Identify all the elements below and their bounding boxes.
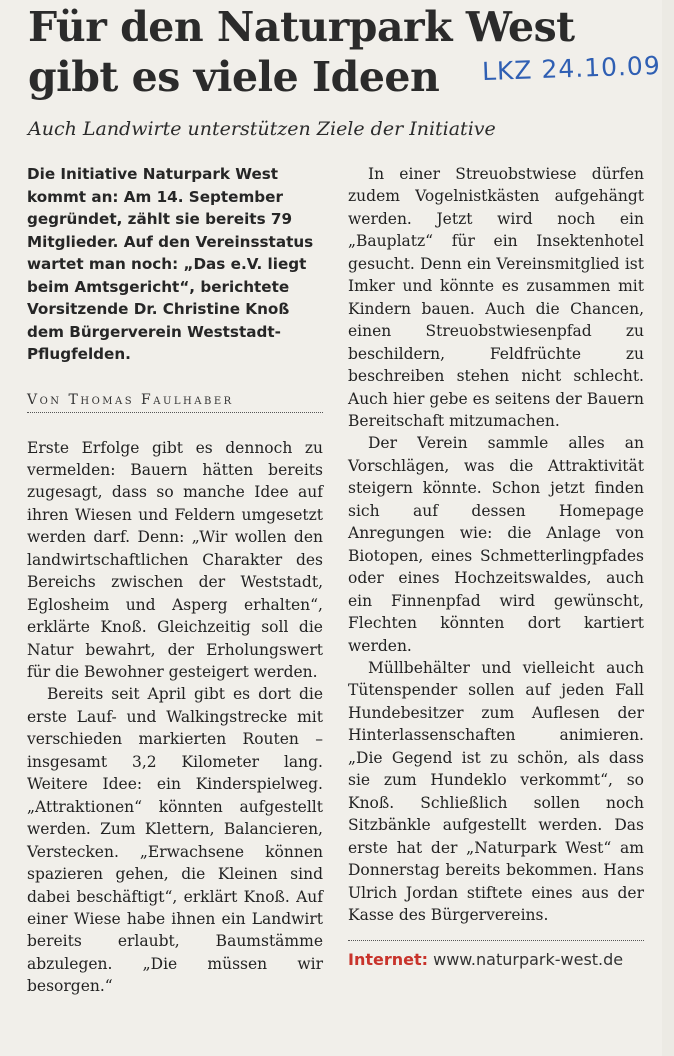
subheadline: Auch Landwirte unterstützen Ziele der Initiative <box>28 118 496 140</box>
body-paragraph: Müllbehälter und vielleicht auch Tütenspender sollen auf jeden Fall Hundebesitzer zum Auflesen der Hinterlassenschaften animieren. „Die Gegend ist zu schön, als dass sie zum Hundeklo verkommt“, so Knoß. Schließlich sollen noch Sitzbänkle aufgestellt werden. Das erste hat der „Naturpark West“ am Donnerstag bereits bekommen. Hans Ulrich Jordan stiftete eines aus der Kasse des Bürgervereins. <box>348 658 644 924</box>
handwritten-date-stamp: LKZ 24.10.09 <box>481 50 662 87</box>
body-paragraph: Bereits seit April gibt es dort die erste Lauf- und Walkingstrecke mit verschieden markierten Routen – insgesamt 3,2 Kilometer lang. Weitere Idee: ein Kinderspielweg. „Attraktionen“ könnten aufgestellt werden. Zum Klettern, Balancieren, Verstecken. „Erwachsene können spazieren gehen, die Kleinen sind dabei beschäftigt“, erklärt Knoß. Auf einer Wiese habe ihnen ein Landwirt bereits erlaubt, Baumstämme abzulegen. „Die müssen wir besorgen.“ <box>27 685 323 996</box>
internet-label: Internet: <box>348 950 429 970</box>
internet-url[interactable]: www.naturpark-west.de <box>433 950 624 970</box>
body-paragraph: In einer Streuobstwiese dürfen zudem Vogelnistkästen aufgehängt werden. Jetzt wird noch ein „Bauplatz“ für ein Insektenhotel gesucht. Denn ein Vereinsmitglied ist Imker und könnte es zusammen mit Kindern bauen. Auch die Chancen, einen Streuobstwiesenpfad zu beschildern, Feldfrüchte zu beschreiben stehen nicht schlecht. Auch hier gebe es seitens der Bauern Bereitschaft mitzumachen. <box>348 165 644 430</box>
body-paragraph: Erste Erfolge gibt es dennoch zu vermelden: Bauern hätten bereits zugesagt, dass so manche Idee auf ihren Wiesen und Feldern umgesetzt werden darf. Denn: „Wir wollen den landwirtschaftlichen Charakter des Bereichs zwischen der Weststadt, Eglosheim und Asperg erhalten“, erklärte Knoß. Gleichzeitig soll die Natur bewahrt, der Erholungswert für die Bewohner gesteigert werden. <box>27 438 323 682</box>
left-column <box>27 163 323 998</box>
headline <box>28 2 575 102</box>
lead-paragraph: Die Initiative Naturpark West kommt an: Am 14. September gegründet, zählt sie bereits 79 Mitglieder. Auf den Vereinsstatus wartet man noch: „Das e.V. liegt beim Amtsgericht“, berichtete Vorsitzende Dr. Christine Knoß dem Bürgerverein Weststadt-Pflugfelden. <box>27 165 314 363</box>
internet-reference <box>348 949 644 971</box>
headline-line-2: gibt es viele Ideen <box>28 53 440 101</box>
right-column <box>348 163 644 971</box>
body-paragraph: Der Verein sammle alles an Vorschlägen, was die Attraktivität steigern könnte. Schon jetzt finden sich auf dessen Homepage Anregungen wie: die Anlage von Biotopen, eines Schmetterlingpfades oder eines Hochzeitswaldes, auch ein Finnenpfad wird gewünscht, Flechten könnten dort kartiert werden. <box>348 434 644 655</box>
byline: Von Thomas Faulhaber <box>27 392 323 413</box>
headline-line-1: Für den Naturpark West <box>28 3 575 51</box>
divider <box>348 940 644 941</box>
